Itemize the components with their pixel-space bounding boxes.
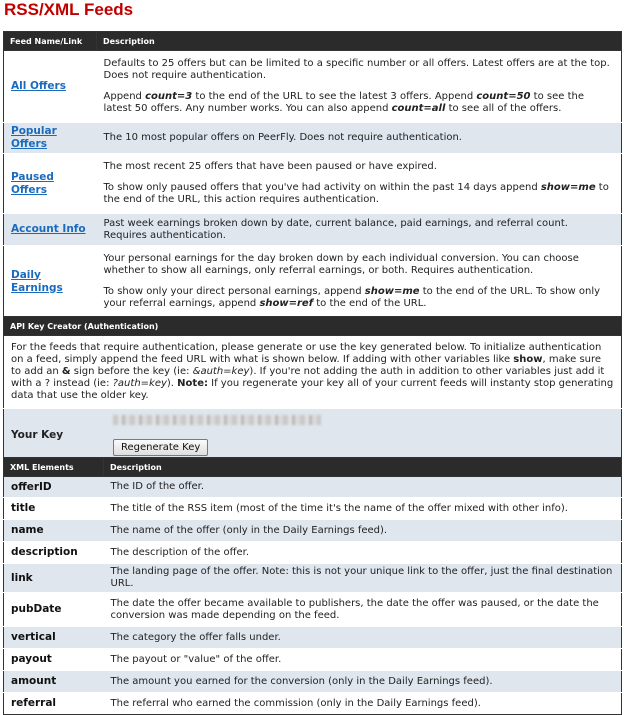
page-title: RSS/XML Feeds (4, 0, 134, 19)
table-row (4, 498, 622, 520)
text: Append (103, 91, 146, 102)
param-count-50: count=50 (476, 91, 531, 102)
element-desc: The ID of the offer. (104, 477, 622, 498)
regenerate-key-button[interactable]: Regenerate Key (113, 439, 208, 456)
text: , make sure to add an (11, 354, 602, 377)
text: to the end of the URL. To show only your referral earnings, append (103, 286, 601, 309)
api-key-value (113, 415, 321, 425)
param-show-ref: show=ref (259, 298, 314, 309)
text: to see the latest 50 offers. Any number works. You can also append (103, 91, 585, 114)
element-desc: The amount you earned for the conversion (only in the Daily Earnings feed). (104, 671, 622, 693)
element-name: name (11, 524, 44, 536)
feed-row-account-info (4, 214, 622, 246)
popular-offers-link[interactable]: Popular Offers (11, 125, 57, 150)
feed-row-daily-earnings (4, 246, 622, 318)
text-auth-key: &auth=key (192, 366, 250, 377)
feed-desc-text: Past week earnings broken down by date, current balance, paid earnings, and referral count. Requires authentication. (103, 217, 568, 241)
text-show: show (513, 354, 543, 365)
table-row (4, 671, 622, 693)
feed-desc-text: Defaults to 25 offers but can be limited to a specific number or all offers. Latest offers are at the top. Does not require authentication. (103, 58, 610, 81)
feed-description (97, 154, 622, 214)
element-desc: The landing page of the offer. Note: this is not your unique link to the offer, just the final destination URL. (104, 564, 622, 593)
feed-row-paused-offers (4, 154, 622, 214)
table-row (4, 520, 622, 542)
text: ). (166, 378, 178, 389)
text: To show only your direct personal earnings, append (103, 286, 365, 297)
api-header: API Key Creator (Authentication) (4, 317, 622, 336)
feed-name-header: Feed Name/Link (4, 32, 97, 51)
table-row (4, 593, 622, 627)
description-header: Description (97, 32, 622, 51)
api-instructions-row (4, 336, 622, 409)
feed-desc-append (104, 182, 615, 206)
text: sign before the key (ie: (70, 366, 193, 377)
api-key-table (3, 316, 622, 463)
xml-header-row (4, 458, 622, 477)
element-desc: The payout or "value" of the offer. (104, 649, 622, 671)
element-name: amount (11, 675, 57, 687)
feed-desc-append (104, 286, 615, 310)
xml-description-header: Description (104, 458, 622, 477)
element-desc: The category the offer falls under. (104, 627, 622, 649)
table-row (4, 477, 622, 498)
text: If you regenerate your key all of your current feeds will instanty stop generating data that use the older key. (11, 378, 614, 401)
feed-desc-append (104, 91, 615, 115)
element-name: description (11, 546, 78, 558)
table-row (4, 542, 622, 564)
element-name: pubDate (11, 603, 62, 615)
text: to the end of the URL to see the latest 3 offers. Append (192, 91, 477, 102)
table-row (4, 649, 622, 671)
table-row (4, 627, 622, 649)
param-count-3: count=3 (145, 91, 193, 102)
feeds-header-row (4, 32, 622, 51)
text: To show only paused offers that you've had activity on within the past 14 days append (103, 182, 541, 193)
feed-description (97, 51, 622, 123)
text-auth-key-q: ?auth=key (112, 378, 167, 389)
table-row (4, 693, 622, 715)
text: For the feeds that require authentication, please generate or use the key generated below. To initialize authentication on a feed, simply append the feed URL with what is shown below. If adding with other variables like (11, 342, 602, 365)
element-name: offerID (11, 480, 52, 493)
element-name: payout (11, 653, 52, 665)
feed-description (97, 214, 622, 246)
param-show-me: show=me (540, 182, 596, 193)
xml-elements-table (3, 457, 622, 715)
element-desc: The date the offer became available to publishers, the date the offer was paused, or the date the conversion was made depending on the feed. (104, 593, 622, 627)
text: to the end of the URL. (313, 298, 427, 309)
element-desc: The description of the offer. (104, 542, 622, 564)
element-name: link (11, 571, 33, 584)
feed-description (97, 246, 622, 318)
element-desc: The title of the RSS item (most of the time it's the name of the offer mixed with other info). (104, 498, 622, 520)
feed-row-popular-offers (4, 123, 622, 154)
key-label-cell (4, 409, 107, 463)
param-show-me: show=me (364, 286, 420, 297)
feed-desc-text: Your personal earnings for the day broken down by each individual conversion. You can choose whether to show all earnings, only referral earnings, or both. Requires authentication. (103, 253, 579, 276)
your-key-label: Your Key (11, 429, 64, 441)
text: to the end of the URL, this action requires authentication. (103, 182, 609, 205)
xml-elements-header: XML Elements (4, 458, 104, 477)
feed-desc-text: The 10 most popular offers on PeerFly. Does not require authentication. (103, 132, 462, 143)
api-instructions (4, 336, 622, 409)
api-header-row (4, 317, 622, 336)
param-count-all: count=all (391, 103, 446, 114)
text: to see all of the offers. (445, 103, 562, 114)
feed-row-all-offers (4, 51, 622, 123)
key-value-cell (106, 409, 622, 463)
all-offers-link[interactable]: All Offers (11, 80, 66, 92)
text: ). If you're not adding the auth in addition to other variables just add it with a ? instead (ie: (11, 366, 605, 389)
feed-description (97, 123, 622, 154)
element-name: title (11, 502, 36, 514)
api-key-row (4, 409, 622, 463)
feeds-table (3, 31, 622, 318)
element-name: vertical (11, 631, 56, 643)
element-desc: The name of the offer (only in the Daily Earnings feed). (104, 520, 622, 542)
daily-earnings-link[interactable]: Daily Earnings (11, 268, 63, 294)
element-desc: The referral who earned the commission (only in the Daily Earnings feed). (104, 693, 622, 715)
paused-offers-link[interactable]: Paused Offers (11, 170, 54, 196)
text-ampersand: & (61, 366, 71, 377)
text-note: Note: (177, 378, 208, 389)
feed-desc-text: The most recent 25 offers that have been paused or have expired. (103, 161, 437, 172)
element-name: referral (11, 697, 57, 709)
account-info-link[interactable]: Account Info (11, 223, 86, 235)
table-row (4, 564, 622, 593)
